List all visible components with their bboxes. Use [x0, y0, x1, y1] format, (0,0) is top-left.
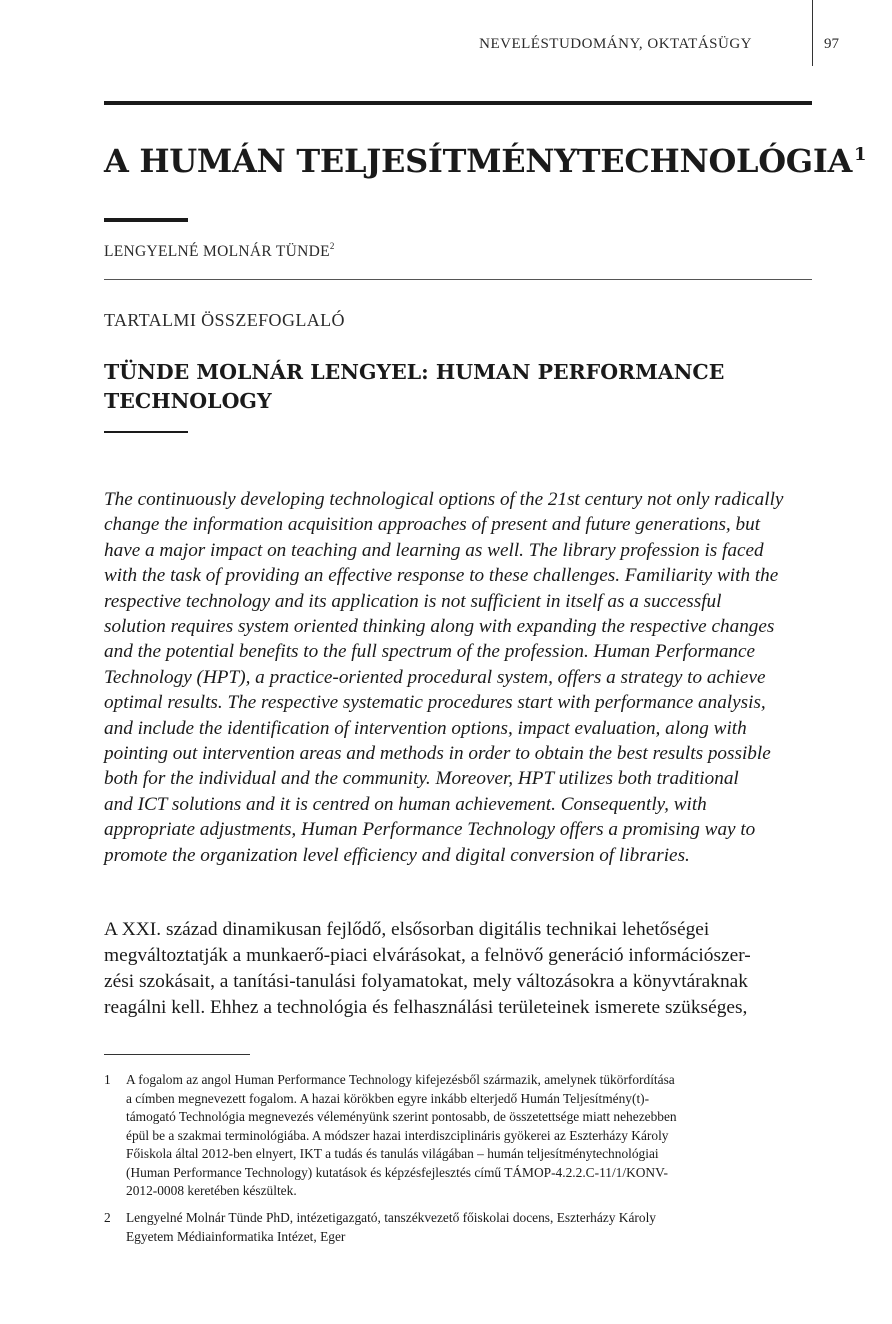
abstract-line: and ICT solutions and it is centred on human achievement. Consequently, with [104, 793, 707, 815]
title-footnote-mark: 1 [854, 144, 867, 165]
footnote-line: épül be a szakmai terminológiába. A módszer hazai interdiszciplináris gyökerei az Eszterházy Károly [126, 1127, 669, 1143]
abstract-line: appropriate adjustments, Human Performance Technology offers a promising way to [104, 819, 756, 841]
abstract-line: respective technology and its application is not sufficient in itself as a successful [104, 590, 722, 612]
abstract-line: and the potential benefits to the full spectrum of the profession. Human Performance [104, 641, 756, 663]
english-title [104, 358, 804, 416]
footnote-2 [104, 1209, 816, 1246]
abstract-paragraph [104, 487, 822, 868]
abstract-line: optimal results. The respective systematic procedures start with performance analysis, [104, 692, 766, 714]
footnote-separator [104, 1054, 250, 1055]
footnote-line: (Human Performance Technology) kutatások és képzésfejlesztés című TÁMOP-4.2.2.C-11/1/KONV- [126, 1164, 669, 1180]
running-head: NEVELÉSTUDOMÁNY, OKTATÁSÜGY [479, 36, 752, 52]
footnote-line: támogató Technológia megnevezés véleményünk szerint pontosabb, de összetettsége miatt nehezebben [126, 1109, 677, 1124]
footnote-line: Egyetem Médiainformatika Intézet, Eger [126, 1228, 346, 1244]
body-line: reagálni kell. Ehhez a technológia és felhasználási területeinek ismerete szükséges, [104, 997, 748, 1018]
body-line: megváltoztatják a munkaerő-piaci elvárásokat, a felnövő generáció információszer- [104, 945, 751, 966]
footnote-line: a címben megnevezett fogalom. A hazai körökben egyre inkább elterjedő Humán Teljesítmény(t)- [126, 1090, 650, 1106]
abstract-line: Technology (HPT), a practice-oriented procedural system, offers a strategy to achieve [104, 666, 766, 688]
abstract-line: promote the organization level efficiency and digital conversion of libraries. [104, 844, 690, 866]
author-line [104, 241, 335, 261]
footnote-line: Főiskola által 2012-ben elnyert, IKT a tudás és tanulás világában – humán teljesítménytechnológiai [126, 1146, 659, 1161]
footnote-number: 1 [104, 1072, 111, 1087]
abstract-line: have a major impact on teaching and learning as well. The library profession is faced [104, 539, 764, 561]
footnote-number: 2 [104, 1210, 111, 1225]
abstract-line: both for the individual and the community. Moreover, HPT utilizes both traditional [104, 768, 739, 790]
body-line: zési szokásait, a tanítási-tanulási folyamatokat, mely változásokra a könyvtáraknak [104, 971, 748, 992]
article-title-text: A HUMÁN TELJESÍTMÉNYTECHNOLÓGIA [104, 142, 853, 180]
footnote-line: Lengyelné Molnár Tünde PhD, intézetigazgató, tanszékvezető főiskolai docens, Eszterházy Károly [126, 1210, 656, 1225]
footnote-line: 2012-0008 keretében készültek. [126, 1183, 297, 1198]
footnote-body [126, 1209, 816, 1246]
abstract-line: solution requires system oriented thinking along with expanding the respective changes [104, 616, 775, 638]
abstract-label: TARTALMI ÖSSZEFOGLALÓ [104, 310, 345, 330]
abstract-line: with the task of providing an effective response to these challenges. Familiarity with the [104, 565, 779, 587]
abstract-line: and include the identification of intervention options, impact evaluation, along with [104, 717, 747, 739]
english-title-line: TECHNOLOGY [104, 389, 272, 413]
abstract-line: The continuously developing technological options of the 21st century not only radically [104, 489, 784, 510]
footnote-body [126, 1071, 816, 1201]
footnote-line: A fogalom az angol Human Performance Technology kifejezésből származik, amelynek tükörfordítása [126, 1072, 675, 1087]
header-divider [812, 0, 813, 66]
page-number: 97 [824, 36, 839, 52]
abstract-line: pointing out intervention areas and methods in order to obtain the best results possible [104, 743, 771, 765]
article-title [104, 142, 866, 180]
english-title-underline [104, 431, 188, 433]
top-rule [104, 101, 812, 105]
body-line: A XXI. század dinamikusan fejlődő, elsősorban digitális technikai lehetőségei [104, 919, 710, 940]
english-title-line: TÜNDE MOLNÁR LENGYEL: HUMAN PERFORMANCE [104, 360, 725, 384]
footnote-1 [104, 1071, 816, 1201]
author-name: LENGYELNÉ MOLNÁR TÜNDE [104, 243, 330, 260]
abstract-line: change the information acquisition approaches of present and future generations, but [104, 514, 761, 536]
author-divider [104, 279, 812, 280]
title-underline [104, 218, 188, 222]
author-footnote-mark: 2 [329, 241, 335, 251]
body-paragraph [104, 917, 822, 1021]
